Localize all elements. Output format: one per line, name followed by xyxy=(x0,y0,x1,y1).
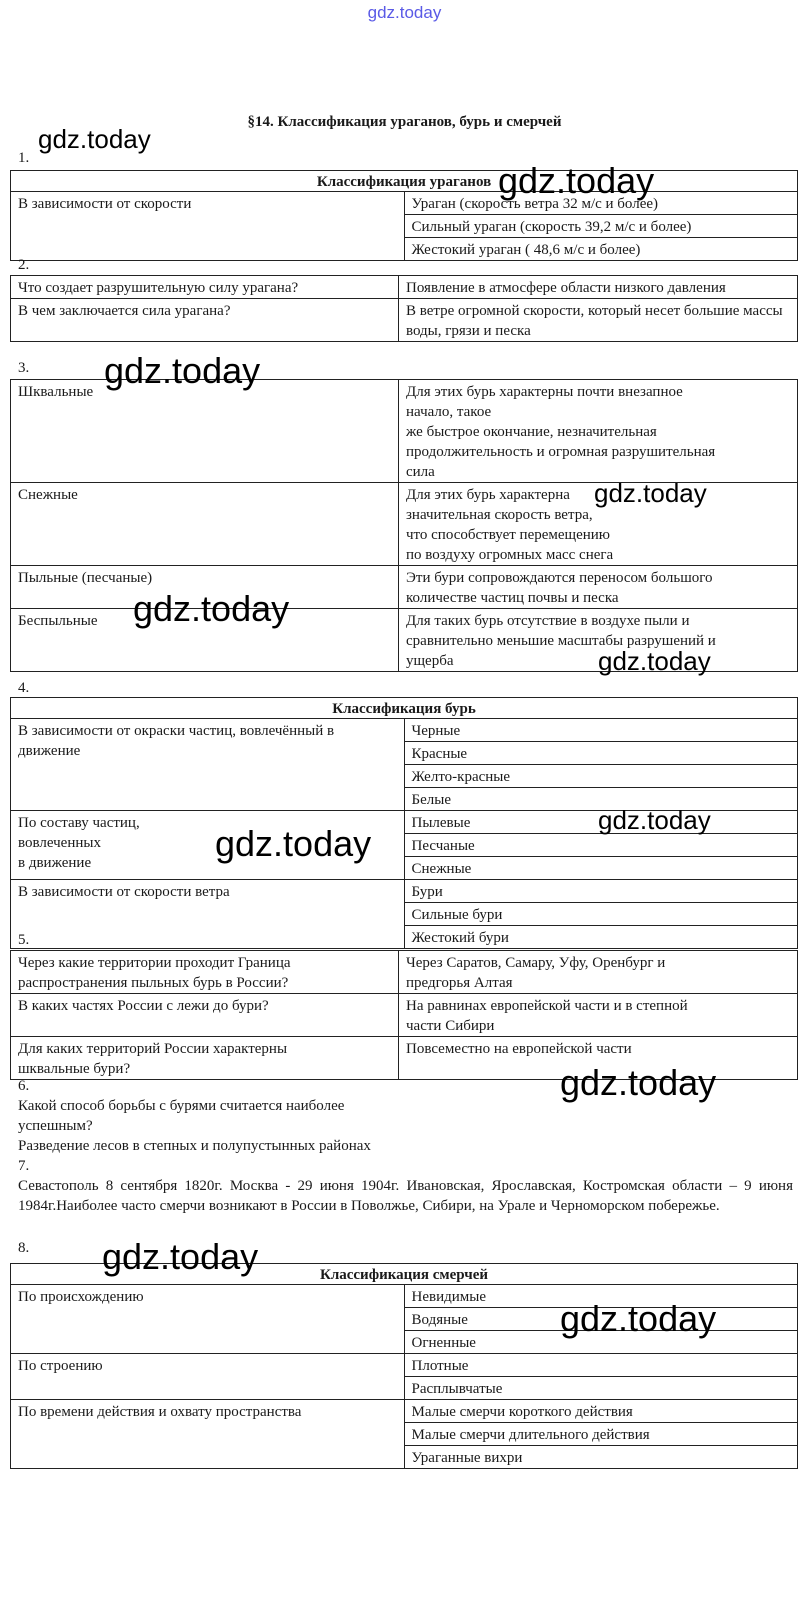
storm-description-cell xyxy=(399,609,798,672)
storm-type-cell: Шквальные xyxy=(11,380,399,483)
text-line: В зависимости от окраски частиц, вовлечённый в xyxy=(18,723,335,739)
text-line: ущерба xyxy=(406,653,454,669)
answer-cell xyxy=(399,1037,798,1080)
answer-cell xyxy=(399,994,798,1037)
text-line: Через какие территории проходит Граница xyxy=(18,955,291,971)
text-line: по воздуху огромных масс снега xyxy=(406,547,614,563)
table-cell-value: Черные xyxy=(404,719,798,742)
text-line: что способствует перемещению xyxy=(406,527,611,543)
text-line: в движение xyxy=(18,855,92,871)
text-line: Эти бури сопровождаются переносом большого xyxy=(406,570,713,586)
task6-question xyxy=(18,1096,344,1136)
storm-type-cell: Снежные xyxy=(11,483,399,566)
text-line: продолжительность и огромная разрушительная xyxy=(406,444,716,460)
question-cell: Что создает разрушительную силу урагана? xyxy=(11,276,399,299)
table-header: Классификация бурь xyxy=(11,698,798,719)
table-cell-value: Желто-красные xyxy=(404,765,798,788)
watermark: gdz.today xyxy=(104,350,261,391)
table-cell-criterion: По происхождению xyxy=(11,1285,405,1354)
table-cell-value: Пылевые xyxy=(404,811,798,834)
text-line: успешным? xyxy=(18,1118,93,1134)
task-number: 3. xyxy=(18,360,30,376)
table-cell-value: Малые смерчи длительного действия xyxy=(404,1423,798,1446)
watermark: gdz.today xyxy=(560,1298,717,1339)
table-cell-value: Ураган (скорость ветра 32 м/с и более) xyxy=(404,192,798,215)
task-number: 2. xyxy=(18,257,30,273)
table-cell-value: Жестокий бури xyxy=(404,926,798,949)
task-number: 8. xyxy=(18,1240,30,1256)
task-number: 1. xyxy=(18,150,30,166)
watermark: gdz.today xyxy=(133,588,290,629)
watermark: gdz.today xyxy=(560,1062,717,1103)
table-cell-criterion xyxy=(11,811,405,880)
text-line: части Сибири xyxy=(406,1018,495,1034)
text-line: В каких частях России с лежи до бури? xyxy=(18,998,269,1014)
storm-geography-table xyxy=(10,950,798,1080)
table-cell-value: Невидимые xyxy=(404,1285,798,1308)
table-header: Классификация ураганов xyxy=(11,171,798,192)
question-cell: В чем заключается сила урагана? xyxy=(11,299,399,342)
watermark: gdz.today xyxy=(215,823,372,864)
hurricane-classification-table xyxy=(10,170,798,261)
storm-description-cell xyxy=(399,566,798,609)
answer-cell: Появление в атмосфере области низкого давления xyxy=(399,276,798,299)
storm-description-cell xyxy=(399,483,798,566)
storm-types-table xyxy=(10,379,798,672)
table-header: Классификация смерчей xyxy=(11,1264,798,1285)
table-cell-value: Песчаные xyxy=(404,834,798,857)
answer-cell: В ветре огромной скорости, который несет большие массы воды, грязи и песка xyxy=(399,299,798,342)
text-line: На равнинах европейской части и в степной xyxy=(406,998,688,1014)
text-line: предгорья Алтая xyxy=(406,975,513,991)
text-line: В зависимости от скорости ветра xyxy=(18,884,230,900)
task-number: 7. xyxy=(18,1158,30,1174)
text-line: Какой способ борьбы с бурями считается наиболее xyxy=(18,1098,345,1114)
table-cell-value: Огненные xyxy=(404,1331,798,1354)
text-line: распространения пыльных бурь в России? xyxy=(18,975,289,991)
page-title: §14. Классификация ураганов, бурь и смерчей xyxy=(247,114,562,130)
text-line: сила xyxy=(406,464,435,480)
text-line: Для каких территорий России характерны xyxy=(18,1041,288,1057)
question-cell xyxy=(11,1037,399,1080)
table-cell-value: Жестокий ураган ( 48,6 м/с и более) xyxy=(404,238,798,261)
table-cell-value: Ураганные вихри xyxy=(404,1446,798,1469)
table-cell-value: Белые xyxy=(404,788,798,811)
storm-type-cell: Пыльные (песчаные) xyxy=(11,566,399,609)
text-line: же быстрое окончание, незначительная xyxy=(406,424,657,440)
watermark: gdz.today xyxy=(38,124,151,154)
text-line: Для этих бурь характерна xyxy=(406,487,570,503)
watermark: gdz.today xyxy=(102,1236,259,1277)
text-line: значительная скорость ветра, xyxy=(406,507,593,523)
table-cell-value: Малые смерчи короткого действия xyxy=(404,1400,798,1423)
text-line: начало, такое xyxy=(406,404,492,420)
table-cell-criterion xyxy=(11,880,405,949)
table-cell-value: Сильный ураган (скорость 39,2 м/с и более) xyxy=(404,215,798,238)
site-brand[interactable]: gdz.today xyxy=(367,3,442,22)
text-line: сравнительно меньшие масштабы разрушений и xyxy=(406,633,716,649)
table-cell-criterion xyxy=(11,719,405,811)
table-cell-criterion: По времени действия и охвату пространства xyxy=(11,1400,405,1469)
storm-type-cell: Беспыльные xyxy=(11,609,399,672)
table-cell-value: Сильные бури xyxy=(404,903,798,926)
question-cell xyxy=(11,994,399,1037)
table-cell-value: Красные xyxy=(404,742,798,765)
watermark: gdz.today xyxy=(498,160,655,201)
table-cell-value: Бури xyxy=(404,880,798,903)
answer-cell xyxy=(399,951,798,994)
text-line: количестве частиц почвы и песка xyxy=(406,590,619,606)
table-cell-criterion: В зависимости от скорости xyxy=(11,192,405,261)
watermark: gdz.today xyxy=(594,478,707,508)
storm-description-cell xyxy=(399,380,798,483)
table-cell-criterion: По строению xyxy=(11,1354,405,1400)
table-cell-value: Снежные xyxy=(404,857,798,880)
text-line: движение xyxy=(18,743,81,759)
text-line: По составу частиц, xyxy=(18,815,140,831)
hurricane-qa-table xyxy=(10,275,798,342)
question-cell xyxy=(11,951,399,994)
watermark: gdz.today xyxy=(598,646,711,676)
task-number: 4. xyxy=(18,680,30,696)
task6-answer: Разведение лесов в степных и полупустынных районах xyxy=(18,1138,371,1154)
table-cell-value: Плотные xyxy=(404,1354,798,1377)
text-line: шквальные бури? xyxy=(18,1061,131,1077)
watermark: gdz.today xyxy=(598,805,711,835)
text-line: Повсеместно на европейской части xyxy=(406,1041,632,1057)
storm-classification-table xyxy=(10,697,798,949)
tornado-classification-table xyxy=(10,1263,798,1469)
text-line: вовлеченных xyxy=(18,835,101,851)
table-cell-value: Расплывчатые xyxy=(404,1377,798,1400)
text-line: Через Саратов, Самару, Уфу, Оренбург и xyxy=(406,955,666,971)
text-line: Для этих бурь характерны почти внезапное xyxy=(406,384,683,400)
task-number: 6. xyxy=(18,1078,30,1094)
text-line: Для таких бурь отсутствие в воздухе пыли и xyxy=(406,613,690,629)
task7-text: Севастополь 8 сентября 1820г. Москва - 29 июня 1904г. Ивановская, Ярославская, Костромская области – 9 июня 1984г.Наиболее часто смерчи возникают в России в Поволжье, Сибири, на Урале и Черноморском побережье. xyxy=(18,1178,793,1214)
task-number: 5. xyxy=(18,932,30,948)
table-cell-value: Водяные xyxy=(404,1308,798,1331)
